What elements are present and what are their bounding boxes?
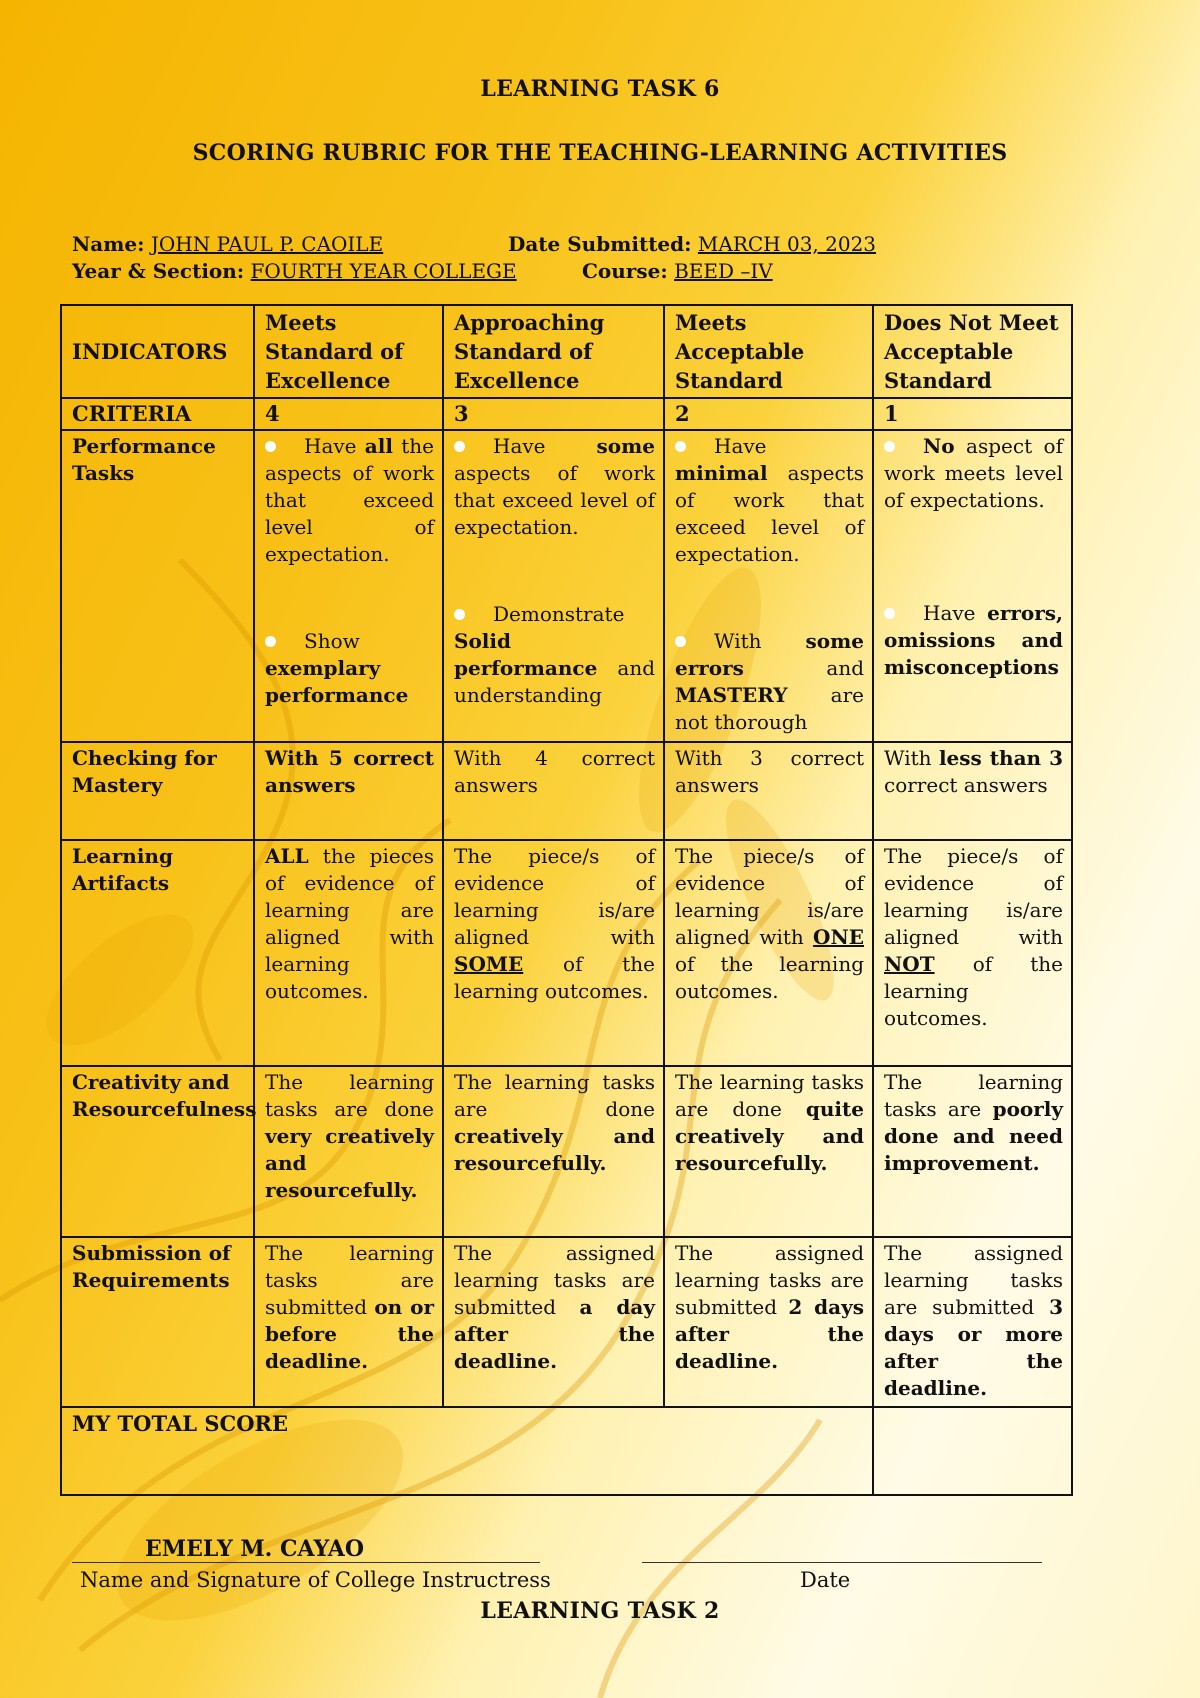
course-value: BEED –IV (674, 259, 773, 283)
bullet-icon (675, 636, 686, 647)
course-label: Course: (582, 259, 668, 283)
bullet-icon (884, 608, 895, 619)
date-line (642, 1562, 1042, 1563)
section-label: Year & Section: (72, 259, 245, 283)
cell-artifacts-3: The piece/s of evidence of learning is/are aligned with SOME of the learning outcomes. (443, 840, 664, 1066)
section-field (72, 259, 517, 283)
cell-artifacts-2: The piece/s of evidence of learning is/are aligned with ONE of the learning outcomes. (664, 840, 873, 1066)
signature-line (72, 1562, 540, 1563)
date-label: Date Submitted: (508, 232, 692, 256)
cell-submission-3: The assigned learning tasks are submitted a day after the deadline. (443, 1237, 664, 1407)
criteria-score-4: 4 (254, 398, 443, 430)
section-value: FOURTH YEAR COLLEGE (250, 259, 517, 283)
date-value: MARCH 03, 2023 (697, 232, 877, 256)
criteria-score-2: 2 (664, 398, 873, 430)
total-score-row (61, 1407, 1072, 1495)
criteria-label: CRITERIA (61, 398, 254, 430)
footer-title: LEARNING TASK 2 (480, 1598, 720, 1624)
bullet-icon (454, 441, 465, 452)
table-row (61, 1066, 1072, 1237)
total-score-value (873, 1407, 1072, 1495)
header-level-2: Meets Acceptable Standard (664, 305, 873, 398)
bullet-icon (265, 636, 276, 647)
indicator-performance-tasks: Performance Tasks (61, 430, 254, 742)
indicator-creativity: Creativity and Resourcefulness (61, 1066, 254, 1237)
table-row (61, 430, 1072, 742)
instructor-caption: Name and Signature of College Instructress (80, 1568, 551, 1592)
bullet-icon (265, 441, 276, 452)
cell-performance-3: Have some aspects of work that exceed level of expectation. Demonstrate Solid performance and understanding (443, 430, 664, 742)
cell-checking-2: With 3 correct answers (664, 742, 873, 840)
cell-submission-1: The assigned learning tasks are submitted 3 days or more after the deadline. (873, 1237, 1072, 1407)
cell-checking-1: With less than 3 correct answers (873, 742, 1072, 840)
total-score-label: MY TOTAL SCORE (61, 1407, 873, 1495)
header-level-4: Meets Standard of Excellence (254, 305, 443, 398)
cell-creativity-2: The learning tasks are done quite creatively and resourcefully. (664, 1066, 873, 1237)
indicator-learning-artifacts: Learning Artifacts (61, 840, 254, 1066)
cell-performance-1: No aspect of work meets level of expectations. Have errors, omissions and misconceptions (873, 430, 1072, 742)
cell-artifacts-4: ALL the pieces of evidence of learning are aligned with learning outcomes. (254, 840, 443, 1066)
rubric-table (60, 304, 1073, 1496)
cell-checking-3: With 4 correct answers (443, 742, 664, 840)
cell-creativity-3: The learning tasks are done creatively and resourcefully. (443, 1066, 664, 1237)
cell-performance-2: Have minimal aspects of work that exceed level of expectation. With some errors and MASTERY are not thorough (664, 430, 873, 742)
name-label: Name: (72, 232, 145, 256)
indicator-checking-for-mastery: Checking for Mastery (61, 742, 254, 840)
instructor-name: EMELY M. CAYAO (145, 1536, 365, 1562)
cell-performance-4: Have all the aspects of work that exceed level of expectation. Show exemplary performance (254, 430, 443, 742)
cell-creativity-4: The learning tasks are done very creatively and resourcefully. (254, 1066, 443, 1237)
cell-submission-2: The assigned learning tasks are submitted 2 days after the deadline. (664, 1237, 873, 1407)
name-value: JOHN PAUL P. CAOILE (150, 232, 384, 256)
cell-creativity-1: The learning tasks are poorly done and need improvement. (873, 1066, 1072, 1237)
header-level-3: Approaching Standard of Excellence (443, 305, 664, 398)
header-level-1: Does Not Meet Acceptable Standard (873, 305, 1072, 398)
criteria-score-3: 3 (443, 398, 664, 430)
table-row (61, 840, 1072, 1066)
indicator-submission: Submission of Requirements (61, 1237, 254, 1407)
table-header-row (61, 305, 1072, 398)
date-submitted-field (508, 232, 876, 256)
course-field (582, 259, 773, 283)
bullet-icon (454, 609, 465, 620)
name-field (72, 232, 383, 256)
page-title: LEARNING TASK 6 (480, 76, 720, 102)
bullet-icon (675, 441, 686, 452)
table-row (61, 1237, 1072, 1407)
criteria-row (61, 398, 1072, 430)
cell-artifacts-1: The piece/s of evidence of learning is/are aligned with NOT of the learning outcomes. (873, 840, 1072, 1066)
criteria-score-1: 1 (873, 398, 1072, 430)
cell-submission-4: The learning tasks are submitted on or before the deadline. (254, 1237, 443, 1407)
bullet-icon (884, 441, 895, 452)
header-indicators: INDICATORS (61, 305, 254, 398)
page-subtitle: SCORING RUBRIC FOR THE TEACHING-LEARNING ACTIVITIES (192, 140, 1008, 166)
date-caption: Date (800, 1568, 851, 1592)
cell-checking-4: With 5 correct answers (254, 742, 443, 840)
table-row (61, 742, 1072, 840)
